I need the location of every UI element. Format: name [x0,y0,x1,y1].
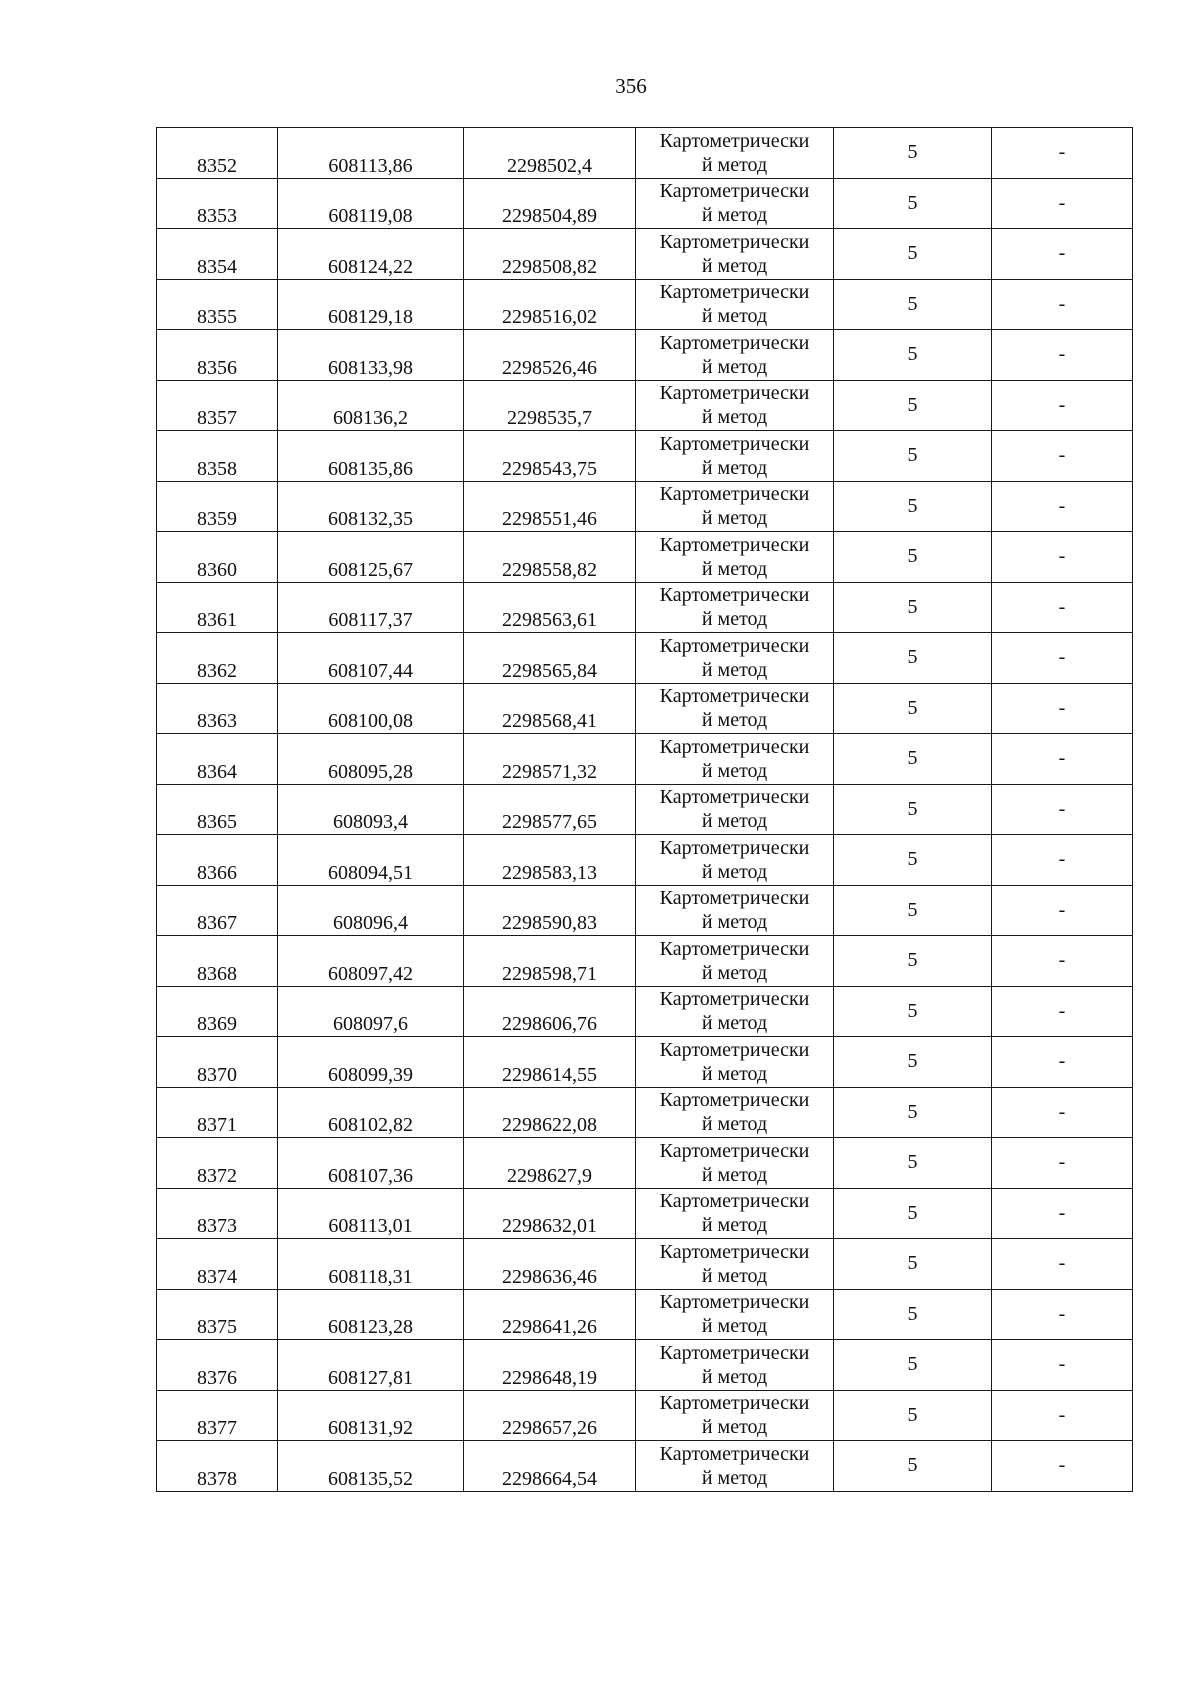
accuracy-cell: 5 [834,1340,992,1391]
y-coordinate-cell: 2298558,82 [464,532,636,583]
point-number-cell: 8363 [157,683,278,734]
y-coordinate-cell: 2298614,55 [464,1037,636,1088]
x-coordinate-cell: 608127,81 [278,1340,464,1391]
description-cell: - [992,380,1133,431]
method-cell [636,178,834,229]
description-cell: - [992,582,1133,633]
accuracy-cell: 5 [834,1441,992,1492]
description-cell: - [992,1390,1133,1441]
accuracy-cell: 5 [834,128,992,179]
y-coordinate-cell: 2298568,41 [464,683,636,734]
method-line-1: Картометрически [659,1392,810,1415]
point-number-cell: 8354 [157,229,278,280]
description-cell: - [992,1289,1133,1340]
method-line-1: Картометрически [659,1442,810,1465]
y-coordinate-cell: 2298636,46 [464,1239,636,1290]
method-cell [636,1289,834,1340]
x-coordinate-cell: 608096,4 [278,885,464,936]
table-row [157,431,1133,482]
point-number-cell: 8366 [157,835,278,886]
point-number-cell: 8370 [157,1037,278,1088]
method-line-2: й метод [701,860,768,883]
table-row [157,582,1133,633]
point-number-cell: 8356 [157,330,278,381]
y-coordinate-cell: 2298526,46 [464,330,636,381]
table-row [157,1138,1133,1189]
accuracy-cell: 5 [834,784,992,835]
x-coordinate-cell: 608113,01 [278,1188,464,1239]
method-cell [636,936,834,987]
accuracy-cell: 5 [834,885,992,936]
y-coordinate-cell: 2298657,26 [464,1390,636,1441]
description-cell: - [992,178,1133,229]
accuracy-cell: 5 [834,431,992,482]
method-line-1: Картометрически [659,180,810,203]
point-number-cell: 8378 [157,1441,278,1492]
accuracy-cell: 5 [834,532,992,583]
method-cell [636,1340,834,1391]
table-row [157,380,1133,431]
x-coordinate-cell: 608125,67 [278,532,464,583]
y-coordinate-cell: 2298590,83 [464,885,636,936]
method-line-2: й метод [701,759,768,782]
table-row [157,330,1133,381]
method-line-1: Картометрически [659,1038,810,1061]
accuracy-cell: 5 [834,986,992,1037]
table-row [157,1340,1133,1391]
method-cell [636,784,834,835]
description-cell: - [992,330,1133,381]
method-cell [636,1138,834,1189]
method-cell [636,431,834,482]
description-cell: - [992,1087,1133,1138]
description-cell: - [992,633,1133,684]
x-coordinate-cell: 608093,4 [278,784,464,835]
accuracy-cell: 5 [834,1239,992,1290]
table-row [157,128,1133,179]
accuracy-cell: 5 [834,1390,992,1441]
method-cell [636,1390,834,1441]
table-row [157,481,1133,532]
method-line-2: й метод [701,709,768,732]
description-cell: - [992,1037,1133,1088]
description-cell: - [992,481,1133,532]
point-number-cell: 8360 [157,532,278,583]
x-coordinate-cell: 608135,52 [278,1441,464,1492]
x-coordinate-cell: 608136,2 [278,380,464,431]
x-coordinate-cell: 608107,44 [278,633,464,684]
method-line-1: Картометрически [659,331,810,354]
table-row [157,229,1133,280]
method-line-2: й метод [701,1264,768,1287]
point-number-cell: 8374 [157,1239,278,1290]
y-coordinate-cell: 2298535,7 [464,380,636,431]
method-cell [636,330,834,381]
method-line-2: й метод [701,1416,768,1439]
method-line-1: Картометрически [659,1341,810,1364]
method-line-1: Картометрически [659,1190,810,1213]
method-line-1: Картометрически [659,281,810,304]
accuracy-cell: 5 [834,481,992,532]
method-line-1: Картометрически [659,988,810,1011]
method-line-2: й метод [701,456,768,479]
accuracy-cell: 5 [834,1087,992,1138]
x-coordinate-cell: 608118,31 [278,1239,464,1290]
point-number-cell: 8362 [157,633,278,684]
x-coordinate-cell: 608135,86 [278,431,464,482]
method-line-1: Картометрически [659,230,810,253]
point-number-cell: 8353 [157,178,278,229]
point-number-cell: 8368 [157,936,278,987]
description-cell: - [992,734,1133,785]
method-line-2: й метод [701,911,768,934]
y-coordinate-cell: 2298606,76 [464,986,636,1037]
x-coordinate-cell: 608099,39 [278,1037,464,1088]
accuracy-cell: 5 [834,734,992,785]
method-line-1: Картометрически [659,382,810,405]
point-number-cell: 8364 [157,734,278,785]
table-row [157,178,1133,229]
method-line-2: й метод [701,658,768,681]
method-line-1: Картометрически [659,786,810,809]
method-line-2: й метод [701,355,768,378]
accuracy-cell: 5 [834,582,992,633]
method-cell [636,683,834,734]
table-row [157,1441,1133,1492]
table-row [157,885,1133,936]
point-number-cell: 8371 [157,1087,278,1138]
point-number-cell: 8359 [157,481,278,532]
method-cell [636,481,834,532]
description-cell: - [992,936,1133,987]
accuracy-cell: 5 [834,178,992,229]
description-cell: - [992,835,1133,886]
method-line-1: Картометрически [659,836,810,859]
method-cell [636,1441,834,1492]
method-line-1: Картометрически [659,937,810,960]
point-number-cell: 8373 [157,1188,278,1239]
method-cell [636,633,834,684]
method-line-1: Картометрически [659,685,810,708]
description-cell: - [992,1188,1133,1239]
method-line-2: й метод [701,204,768,227]
x-coordinate-cell: 608113,86 [278,128,464,179]
point-number-cell: 8376 [157,1340,278,1391]
table-row [157,1239,1133,1290]
table-row [157,683,1133,734]
method-line-1: Картометрически [659,584,810,607]
accuracy-cell: 5 [834,279,992,330]
method-cell [636,582,834,633]
method-line-2: й метод [701,1163,768,1186]
table-row [157,1390,1133,1441]
description-cell: - [992,885,1133,936]
table-row [157,1289,1133,1340]
y-coordinate-cell: 2298622,08 [464,1087,636,1138]
point-number-cell: 8377 [157,1390,278,1441]
x-coordinate-cell: 608133,98 [278,330,464,381]
x-coordinate-cell: 608107,36 [278,1138,464,1189]
method-line-1: Картометрически [659,533,810,556]
point-number-cell: 8367 [157,885,278,936]
x-coordinate-cell: 608132,35 [278,481,464,532]
y-coordinate-cell: 2298565,84 [464,633,636,684]
x-coordinate-cell: 608094,51 [278,835,464,886]
method-line-2: й метод [701,608,768,631]
method-line-2: й метод [701,1466,768,1489]
x-coordinate-cell: 608123,28 [278,1289,464,1340]
x-coordinate-cell: 608100,08 [278,683,464,734]
y-coordinate-cell: 2298632,01 [464,1188,636,1239]
method-cell [636,128,834,179]
method-cell [636,835,834,886]
description-cell: - [992,1340,1133,1391]
method-cell [636,1037,834,1088]
method-cell [636,1188,834,1239]
description-cell: - [992,431,1133,482]
y-coordinate-cell: 2298508,82 [464,229,636,280]
method-line-2: й метод [701,1365,768,1388]
description-cell: - [992,986,1133,1037]
description-cell: - [992,1441,1133,1492]
method-line-2: й метод [701,557,768,580]
description-cell: - [992,279,1133,330]
method-line-1: Картометрически [659,129,810,152]
y-coordinate-cell: 2298504,89 [464,178,636,229]
method-cell [636,1087,834,1138]
accuracy-cell: 5 [834,936,992,987]
method-cell [636,986,834,1037]
table-row [157,633,1133,684]
coordinates-table [156,127,1133,1492]
method-line-1: Картометрически [659,1240,810,1263]
y-coordinate-cell: 2298502,4 [464,128,636,179]
method-line-1: Картометрически [659,1089,810,1112]
table-row [157,986,1133,1037]
description-cell: - [992,1239,1133,1290]
table-row [157,532,1133,583]
point-number-cell: 8375 [157,1289,278,1340]
accuracy-cell: 5 [834,380,992,431]
method-line-1: Картометрически [659,483,810,506]
accuracy-cell: 5 [834,683,992,734]
method-cell [636,380,834,431]
method-line-2: й метод [701,254,768,277]
point-number-cell: 8369 [157,986,278,1037]
method-line-2: й метод [701,961,768,984]
description-cell: - [992,1138,1133,1189]
page-number: 356 [615,74,647,98]
y-coordinate-cell: 2298583,13 [464,835,636,886]
method-cell [636,885,834,936]
accuracy-cell: 5 [834,835,992,886]
point-number-cell: 8358 [157,431,278,482]
accuracy-cell: 5 [834,633,992,684]
method-line-2: й метод [701,810,768,833]
method-line-2: й метод [701,1113,768,1136]
method-cell [636,734,834,785]
x-coordinate-cell: 608102,82 [278,1087,464,1138]
y-coordinate-cell: 2298641,26 [464,1289,636,1340]
y-coordinate-cell: 2298648,19 [464,1340,636,1391]
method-line-1: Картометрически [659,1139,810,1162]
method-cell [636,279,834,330]
y-coordinate-cell: 2298598,71 [464,936,636,987]
x-coordinate-cell: 608095,28 [278,734,464,785]
table-row [157,936,1133,987]
method-line-2: й метод [701,507,768,530]
method-line-2: й метод [701,1315,768,1338]
x-coordinate-cell: 608129,18 [278,279,464,330]
method-line-2: й метод [701,305,768,328]
accuracy-cell: 5 [834,1037,992,1088]
method-cell [636,1239,834,1290]
point-number-cell: 8352 [157,128,278,179]
table-body [157,128,1133,1492]
y-coordinate-cell: 2298543,75 [464,431,636,482]
method-line-1: Картометрически [659,735,810,758]
table-row [157,1188,1133,1239]
method-line-2: й метод [701,1062,768,1085]
method-line-2: й метод [701,406,768,429]
method-line-2: й метод [701,1214,768,1237]
y-coordinate-cell: 2298551,46 [464,481,636,532]
description-cell: - [992,683,1133,734]
table-row [157,1087,1133,1138]
point-number-cell: 8372 [157,1138,278,1189]
table-row [157,279,1133,330]
x-coordinate-cell: 608131,92 [278,1390,464,1441]
table-row [157,835,1133,886]
description-cell: - [992,128,1133,179]
description-cell: - [992,229,1133,280]
point-number-cell: 8355 [157,279,278,330]
x-coordinate-cell: 608119,08 [278,178,464,229]
x-coordinate-cell: 608097,6 [278,986,464,1037]
description-cell: - [992,532,1133,583]
y-coordinate-cell: 2298627,9 [464,1138,636,1189]
method-line-2: й метод [701,153,768,176]
accuracy-cell: 5 [834,229,992,280]
x-coordinate-cell: 608097,42 [278,936,464,987]
table-row [157,784,1133,835]
table-row [157,1037,1133,1088]
point-number-cell: 8361 [157,582,278,633]
x-coordinate-cell: 608117,37 [278,582,464,633]
y-coordinate-cell: 2298664,54 [464,1441,636,1492]
accuracy-cell: 5 [834,1138,992,1189]
y-coordinate-cell: 2298577,65 [464,784,636,835]
method-line-1: Картометрически [659,432,810,455]
method-cell [636,229,834,280]
accuracy-cell: 5 [834,1188,992,1239]
method-line-1: Картометрически [659,1291,810,1314]
table-row [157,734,1133,785]
accuracy-cell: 5 [834,1289,992,1340]
y-coordinate-cell: 2298571,32 [464,734,636,785]
method-line-1: Картометрически [659,634,810,657]
y-coordinate-cell: 2298563,61 [464,582,636,633]
accuracy-cell: 5 [834,330,992,381]
method-cell [636,532,834,583]
x-coordinate-cell: 608124,22 [278,229,464,280]
y-coordinate-cell: 2298516,02 [464,279,636,330]
point-number-cell: 8365 [157,784,278,835]
point-number-cell: 8357 [157,380,278,431]
method-line-1: Картометрически [659,887,810,910]
method-line-2: й метод [701,1012,768,1035]
description-cell: - [992,784,1133,835]
